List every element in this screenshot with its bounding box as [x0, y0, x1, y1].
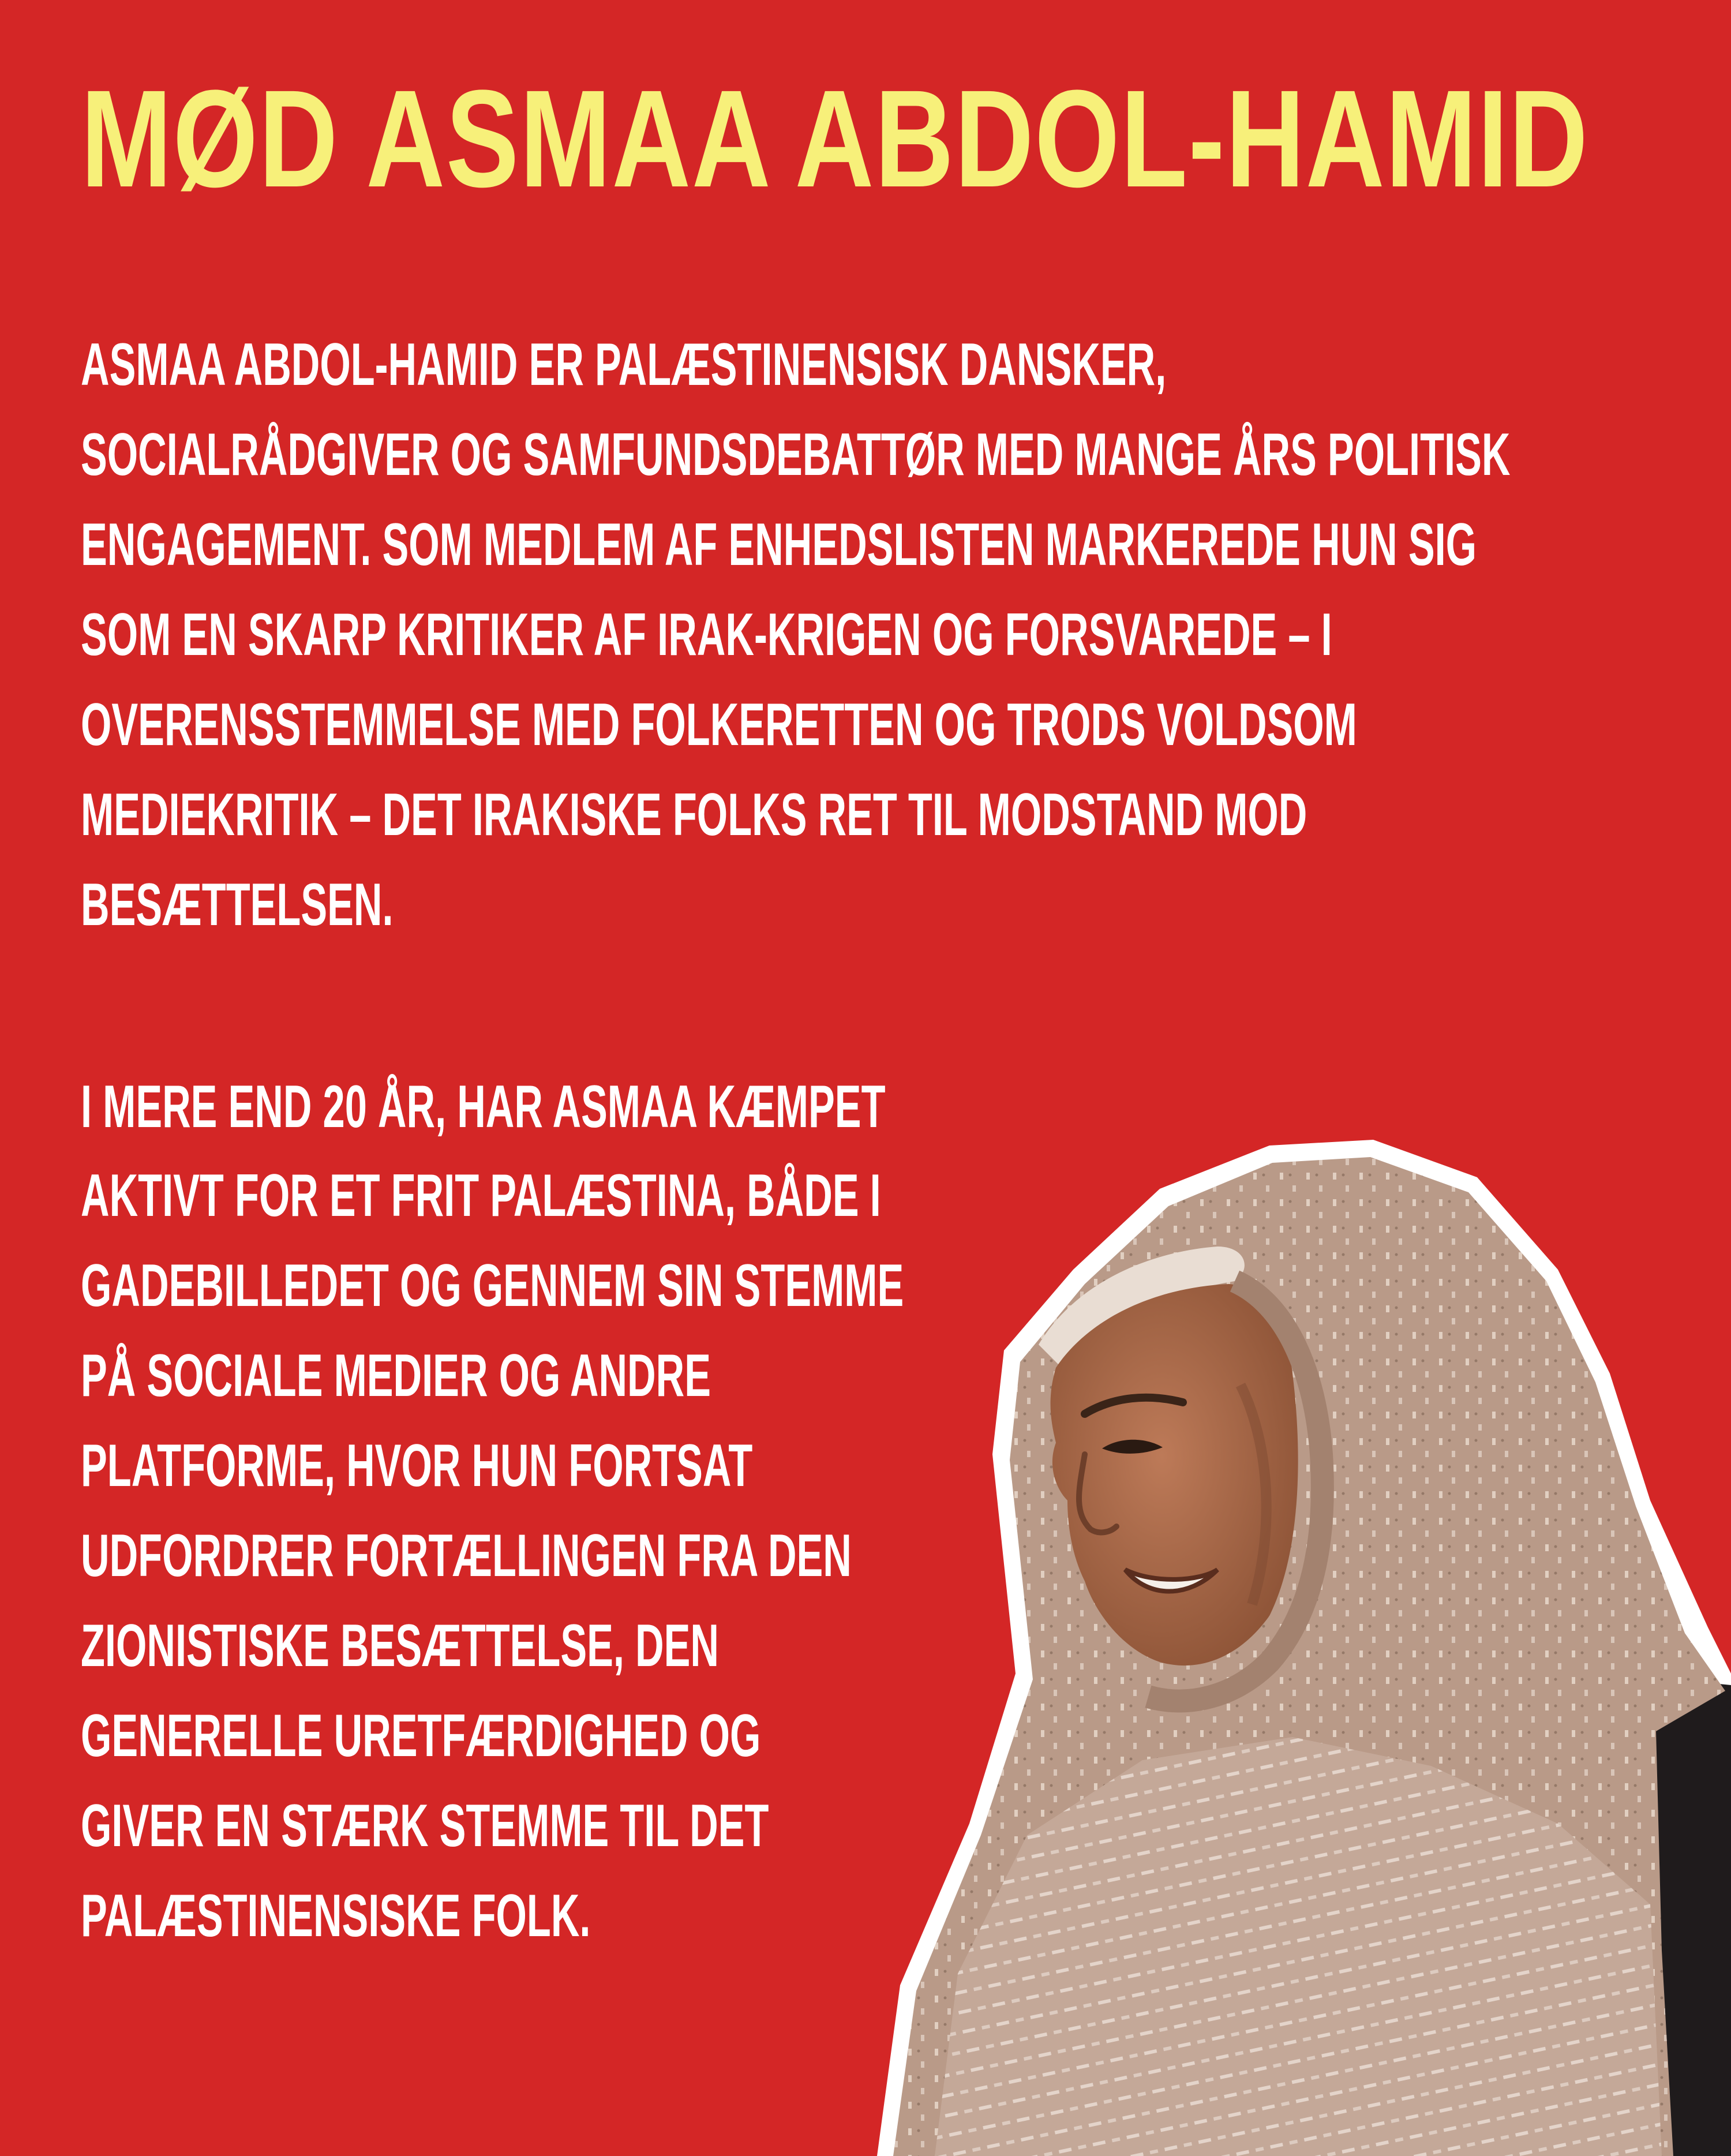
- paragraph-activism-line: I MERE END 20 ÅR, HAR ASMAA KÆMPET: [81, 1073, 886, 1140]
- paragraph-activism-line: UDFORDRER FORTÆLLINGEN FRA DEN: [81, 1522, 852, 1589]
- paragraph-intro-line: SOM EN SKARP KRITIKER AF IRAK-KRIGEN OG FORSVAREDE – I: [81, 601, 1332, 668]
- paragraph-activism-line: GADEBILLEDET OG GENNEM SIN STEMME: [81, 1252, 904, 1319]
- paragraph-intro-line: ENGAGEMENT. SOM MEDLEM AF ENHEDSLISTEN MARKEREDE HUN SIG: [81, 511, 1477, 578]
- paragraph-activism-line: PALÆSTINENSISKE FOLK.: [81, 1882, 591, 1949]
- paragraph-intro-line: MEDIEKRITIK – DET IRAKISKE FOLKS RET TIL MODSTAND MOD: [81, 781, 1307, 848]
- paragraph-activism-line: ZIONISTISKE BESÆTTELSE, DEN: [81, 1612, 719, 1679]
- page-title: MØD ASMAA ABDOL-HAMID: [81, 61, 1589, 216]
- paragraph-intro-line: BESÆTTELSEN.: [81, 871, 394, 938]
- paragraph-activism-line: GENERELLE URETFÆRDIGHED OG: [81, 1702, 761, 1769]
- paragraph-intro-line: SOCIALRÅDGIVER OG SAMFUNDSDEBATTØR MED MANGE ÅRS POLITISK: [81, 421, 1511, 488]
- paragraph-intro-line: ASMAA ABDOL-HAMID ER PALÆSTINENSISK DANSKER,: [81, 331, 1167, 398]
- paragraph-intro-line: OVERENSSTEMMELSE MED FOLKERETTEN OG TRODS VOLDSOM: [81, 691, 1357, 758]
- paragraph-activism-line: PÅ SOCIALE MEDIER OG ANDRE: [81, 1342, 711, 1409]
- paragraph-activism-line: GIVER EN STÆRK STEMME TIL DET: [81, 1792, 769, 1859]
- paragraph-activism-line: PLATFORME, HVOR HUN FORTSAT: [81, 1432, 753, 1499]
- portrait-image: [877, 1131, 1731, 2156]
- paragraph-activism-line: AKTIVT FOR ET FRIT PALÆSTINA, BÅDE I: [81, 1162, 881, 1229]
